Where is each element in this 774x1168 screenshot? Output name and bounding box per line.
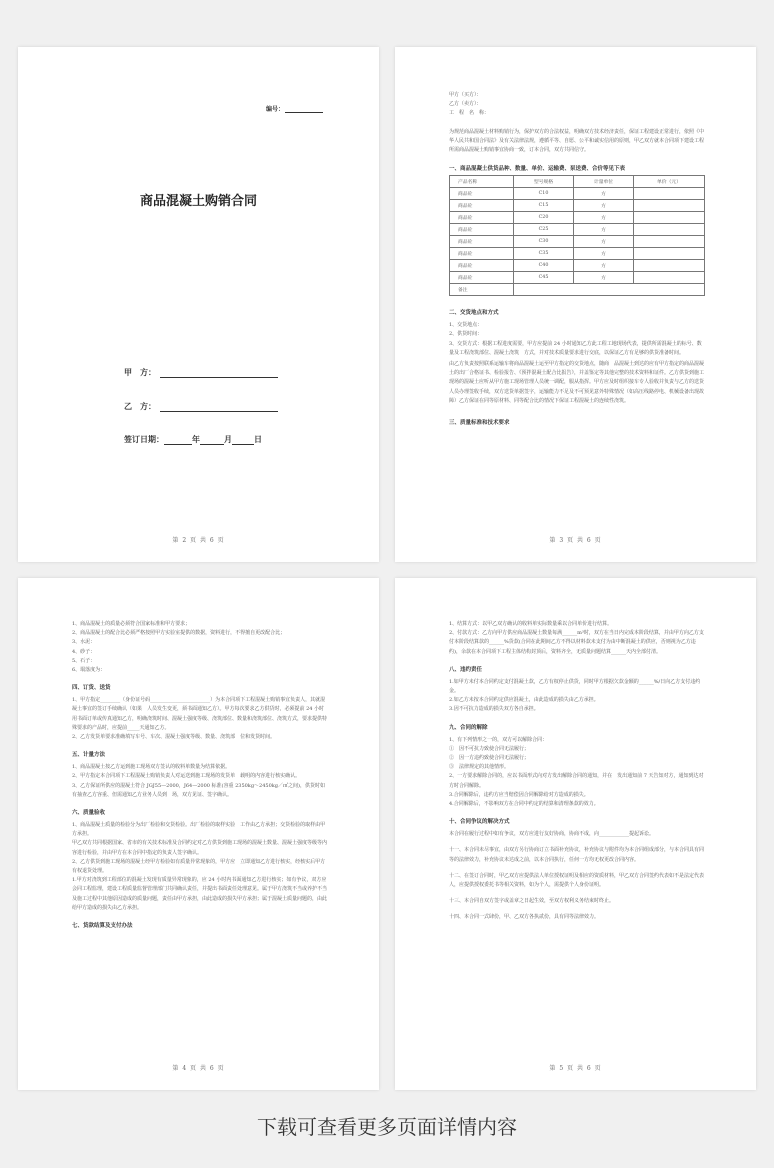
table-note-row (450, 284, 705, 296)
table-cell (634, 224, 705, 236)
paragraph: 3.合同解除后，违约方应当赔偿因合同解除给对方造成的损失。 (449, 791, 589, 798)
party-line: 甲方（买方）： (449, 92, 482, 98)
party-b-field (124, 401, 278, 412)
table-row (450, 188, 705, 200)
table-cell: 方 (574, 272, 634, 284)
table-header-row (450, 176, 705, 188)
intro-paragraph: 为规范商品混凝土材料购销行为，保护双方的合法权益，明确双方技术经济责任，保证工程建设正常进行，依照《中华人民共和国合同法》及有关法律法规，遵循平等、自愿、公平和诚实信用的原则，甲乙双方就本合同项下建设工程所需商品混凝土购销事宜协商一致，订本合同，双方共同信守。 (449, 128, 705, 154)
list-item: 2、商品混凝土的配合比必须严格按照甲方实验室提供的数据，资料进行，不得擅自更改配合比； (72, 630, 286, 637)
table-cell: 方 (574, 212, 634, 224)
paragraph: 甲乙双方共同根据国家、省市的有关技术标准及合同约定对乙方供货到施工现场的混凝土数量、混凝土强度等级等内容进行检验，并由甲方在本合同中指定的负责人签字确认。 (72, 840, 328, 856)
paragraph: 本合同在履行过程中如有争议，双方应进行友好协商，协商不成，向____________提起诉讼。 (449, 831, 655, 838)
paragraph: 1、结算方式：以甲乙双方确认的收料单实际数量乘以合同单价进行结算。 (449, 621, 613, 627)
table-cell: 商品砼 (450, 224, 514, 236)
list-item: ① 因不可抗力致使合同无法履行； (449, 745, 530, 752)
paragraph: 1、甲方指定________（身份证号码________________________）为本合同项下工程混凝土购销事宜负责人，其就混凝土事宜的签订手续确认（如果 人员发生变更，须书面通知乙方）。甲方每次要求乙方供货时，必须提前 24 小时用书面订单或传真通知乙方，明确浇筑时间、混凝土强度等级、浇筑部位、数量和浇筑部位、浇筑方式，要求提供特殊要求的产品时，应提前_____天通知乙方。 (72, 697, 328, 731)
table-cell: C20 (514, 212, 574, 224)
section-heading: 五、计量方法 (72, 752, 106, 759)
document-title: 商品混凝土购销合同 (139, 194, 257, 209)
party-a-field (124, 367, 278, 378)
party-a-label: 甲 方： (124, 368, 156, 377)
paragraph: 2、乙方供货到施工现场的混凝土经甲方检验如有质量异常现象的，甲方应 立即通知乙方进行核实，经核实后甲方有权退货处理。 (72, 858, 326, 875)
download-more-text: 下载可查看更多页面详情内容 (257, 1115, 517, 1139)
page-footer: 第 2 页 共 6 页 (172, 537, 225, 544)
list-item: 6、塌落度为： (72, 667, 106, 674)
paragraph: 1.如甲方未付本合同约定支付混凝土款，乙方有权停止供货，同时甲方根据欠款金额的______%/日向乙方支付违约金。 (449, 678, 701, 695)
table-cell: C30 (514, 236, 574, 248)
sign-date-label: 签订日期： (124, 435, 164, 444)
list-item: 5、石子： (72, 657, 96, 664)
month-label: 月 (224, 435, 232, 444)
table-cell: 商品砼 (450, 188, 514, 200)
table-cell: 商品砼 (450, 236, 514, 248)
table-row (450, 224, 705, 236)
table-cell: 商品砼 (450, 272, 514, 284)
paragraph: 1、有下列情形之一的，双方可以解除合同： (449, 736, 548, 743)
table-cell (634, 188, 705, 200)
page-footer: 第 3 页 共 6 页 (549, 537, 602, 544)
list-item: ③ 法律规定的其他情形。 (449, 764, 510, 771)
party-b-blank (160, 403, 278, 412)
table-cell (634, 212, 705, 224)
table-cell: C35 (514, 248, 574, 260)
paragraph: 3.因不可抗力造成的损失双方各自承担。 (449, 706, 539, 713)
paragraph: 4.合同解除后，不影响双方在合同中约定的结算和清理条款的效力。 (449, 801, 599, 808)
page-3 (395, 47, 756, 562)
party-b-label: 乙 方： (124, 402, 156, 411)
table-header: 计量单位 (574, 176, 634, 188)
table-cell: 商品砼 (450, 200, 514, 212)
list-item: ② 因一方违约致使合同无法履行； (449, 755, 530, 762)
page-cover (18, 47, 379, 562)
day-blank (232, 436, 254, 445)
table-row (450, 200, 705, 212)
table-cell (634, 200, 705, 212)
paragraph: 1.甲方对浇筑到工程部位的混凝土发现有质量异常现象的，应 24 小时内书面通知乙方进行核实；如有争议，双方应会同工程监理，建设工程质量监督管理部门共同确认责任，并提出书面责任处理意见。属于甲方浇筑不当或养护不当及施工过程中其他原因造成的质量问题，责任由甲方承担，由此造成的损失甲方承担；属于混凝土质量问题的，由此给甲方造成的损失由乙方承担。 (72, 877, 328, 911)
contract-number (266, 104, 323, 113)
table-cell (634, 248, 705, 260)
table-cell: C25 (514, 224, 574, 236)
table-header: 型号规格 (514, 176, 574, 188)
party-line: 乙方（卖方）： (449, 101, 482, 108)
section-heading: 一、商品混凝土供货品种、数量、单价、运输费、泵送费、合价等见下表 (449, 166, 626, 173)
paragraph: 2、乙方发货单要求准确填写车号、车次、混凝土强度等级、数量、浇筑部 位和发货时间。 (72, 734, 276, 741)
section-heading: 三、质量标准和技术要求 (449, 420, 510, 427)
party-a-blank (160, 369, 278, 378)
table-header: 单价（元） (634, 176, 705, 188)
paragraph: 1、商品混凝土按乙方运到施工现场双方签认的收料单数量为结算依据。 (72, 764, 231, 771)
table-row (450, 260, 705, 272)
contract-number-blank (285, 106, 323, 113)
paragraph: 十四、本合同一式肆份，甲、乙双方各执贰份，具有同等法律效力。 (449, 914, 600, 921)
paragraph: 2、一方要求解除合同的，应以书面形式向对方发出解除合同的通知，并在 发出通知前 7 天告知对方，通知到达对方时合同解除。 (449, 773, 704, 789)
list-item: 4、砂子： (72, 648, 96, 655)
table-cell: 备注 (450, 284, 514, 296)
product-table (449, 175, 705, 296)
paragraph: 十三、本合同自双方签字或盖章之日起生效，至双方权利义务结束时终止。 (449, 898, 615, 905)
paragraph: 2、甲方指定本合同项下工程混凝土购销负责人对运送到施工现场的发货单 载明的内容进行核实确认。 (72, 773, 301, 780)
section-heading: 六、质量验收 (72, 810, 106, 817)
section-heading: 四、订货、送货 (72, 685, 111, 692)
list-item: 1、商品混凝土的质量必须符合国家标准和甲方要求； (72, 621, 191, 627)
table-header: 产品名称 (450, 176, 514, 188)
paragraph: 2、供货时间： (449, 331, 483, 338)
table-row (450, 248, 705, 260)
paragraph: 2.如乙方未按本合同约定供应混凝土，由此造成的损失由乙方承担。 (449, 697, 599, 704)
year-label: 年 (192, 435, 200, 444)
sign-date-field (124, 434, 262, 445)
section-heading: 二、交货地点和方式 (449, 310, 499, 317)
table-row (450, 272, 705, 284)
table-cell (634, 236, 705, 248)
month-blank (200, 436, 224, 445)
page-footer: 第 4 页 共 6 页 (172, 1065, 225, 1072)
table-cell: C10 (514, 188, 574, 200)
table-cell (634, 260, 705, 272)
section-heading: 九、合同的解除 (449, 724, 488, 731)
section-heading: 十、合同争议的解决方式 (449, 819, 510, 826)
table-cell: 商品砼 (450, 260, 514, 272)
year-blank (164, 436, 192, 445)
section-heading: 八、违约责任 (449, 666, 483, 673)
table-cell: 方 (574, 248, 634, 260)
contract-number-label: 编号： (265, 106, 284, 113)
table-row (450, 212, 705, 224)
section-heading: 七、货款结算及支付办法 (72, 923, 133, 930)
table-row (450, 236, 705, 248)
project-line: 工 程 名 称： (449, 110, 490, 117)
table-cell: C15 (514, 200, 574, 212)
table-cell: 方 (574, 188, 634, 200)
page-footer: 第 5 页 共 6 页 (549, 1065, 602, 1072)
paragraph: 1、交货地点： (449, 322, 483, 329)
table-cell: C45 (514, 272, 574, 284)
table-cell: 方 (574, 224, 634, 236)
paragraph: 十二、在签订合同时，甲乙双方应提供法人单位授权证明及相应的资质材料，甲乙双方合同签约代表如不是法定代表人，应提供授权委托书等相关资料，如为个人，需提供个人身份证明。 (449, 872, 705, 889)
day-label: 日 (254, 435, 262, 444)
page-4 (18, 578, 379, 1090)
paragraph: 3、交货方式：根据工程进度需要，甲方应提前 24 小时通知乙方此工程工地现场代表，提供所需混凝土的标号、数量及工程浇筑部位、混凝土浇筑 方式，并对技术质量要求进行交底，以保证乙方有足够的供货准备时间。 (449, 340, 702, 356)
list-item: 3、水泥： (72, 639, 96, 646)
table-cell: 方 (574, 200, 634, 212)
table-cell: 商品砼 (450, 248, 514, 260)
page-5 (395, 578, 756, 1090)
paragraph: 1、商品混凝土质量的检验分为出厂检验和交货检验。出厂检验的取样实验 工作由乙方承担；交货检验的取样由甲方承担。 (72, 822, 326, 838)
table-cell (634, 272, 705, 284)
table-cell: 方 (574, 260, 634, 272)
table-cell: 商品砼 (450, 212, 514, 224)
table-cell (514, 284, 705, 296)
paragraph: 十一、本合同未尽事宜，由双方另行协商订立书面补充协议，补充协议与附件均为本合同组成部分，与本合同具有同等的法律效力，补充协议未达成之前，以本合同执行，任何一方均无权更改合同内容。 (449, 847, 705, 863)
paragraph: 由乙方负责按照联系运输车将商品混凝土运至甲方指定的交货地点，随商 品混凝土到达的应有甲方指定的商品混凝土的出厂合格证书、检验报告、《预拌混凝土配合比报告》，并盖鉴定等其他完整的技术资料和证件。乙方供货到施工现场的混凝土应听从甲方施工现场管理人员统一调配，服从指挥。甲方应及时组织接车专人验收并负责与乙方的送货人员办理签收手续，双方送货单据签字，运输能力不足及不可预见意外特殊情况（如高压线路停电、机械设备出现故障）乙方保证在同等原材料、同等配合比的情况下保证工程混凝土的连续性浇筑。 (449, 361, 705, 404)
table-cell: C40 (514, 260, 574, 272)
table-cell: 方 (574, 236, 634, 248)
paragraph: 2、付款方式：乙方向甲方供应商品混凝土数量每满______m³时，双方在当日内完成本阶段结算，并由甲方向乙方支付本阶段结算款的______%货款(合同在此期间乙方不得以材料款未支付为由中断混凝土的供应，否则视为乙方违约)，余款在本合同项下工程主体结构封顶后，资料齐全，无质量问题结算______天内全部付清。 (449, 630, 704, 655)
paragraph: 3、乙方保证所供应的混凝土符合 JGJ55—2000，J64—2000 标准(容重 2350kg～2450kg／㎡之间)，供货时如有抽查乙方容重、但需通知乙方业务人员到 场，双方见证、签字确认。 (72, 782, 325, 798)
